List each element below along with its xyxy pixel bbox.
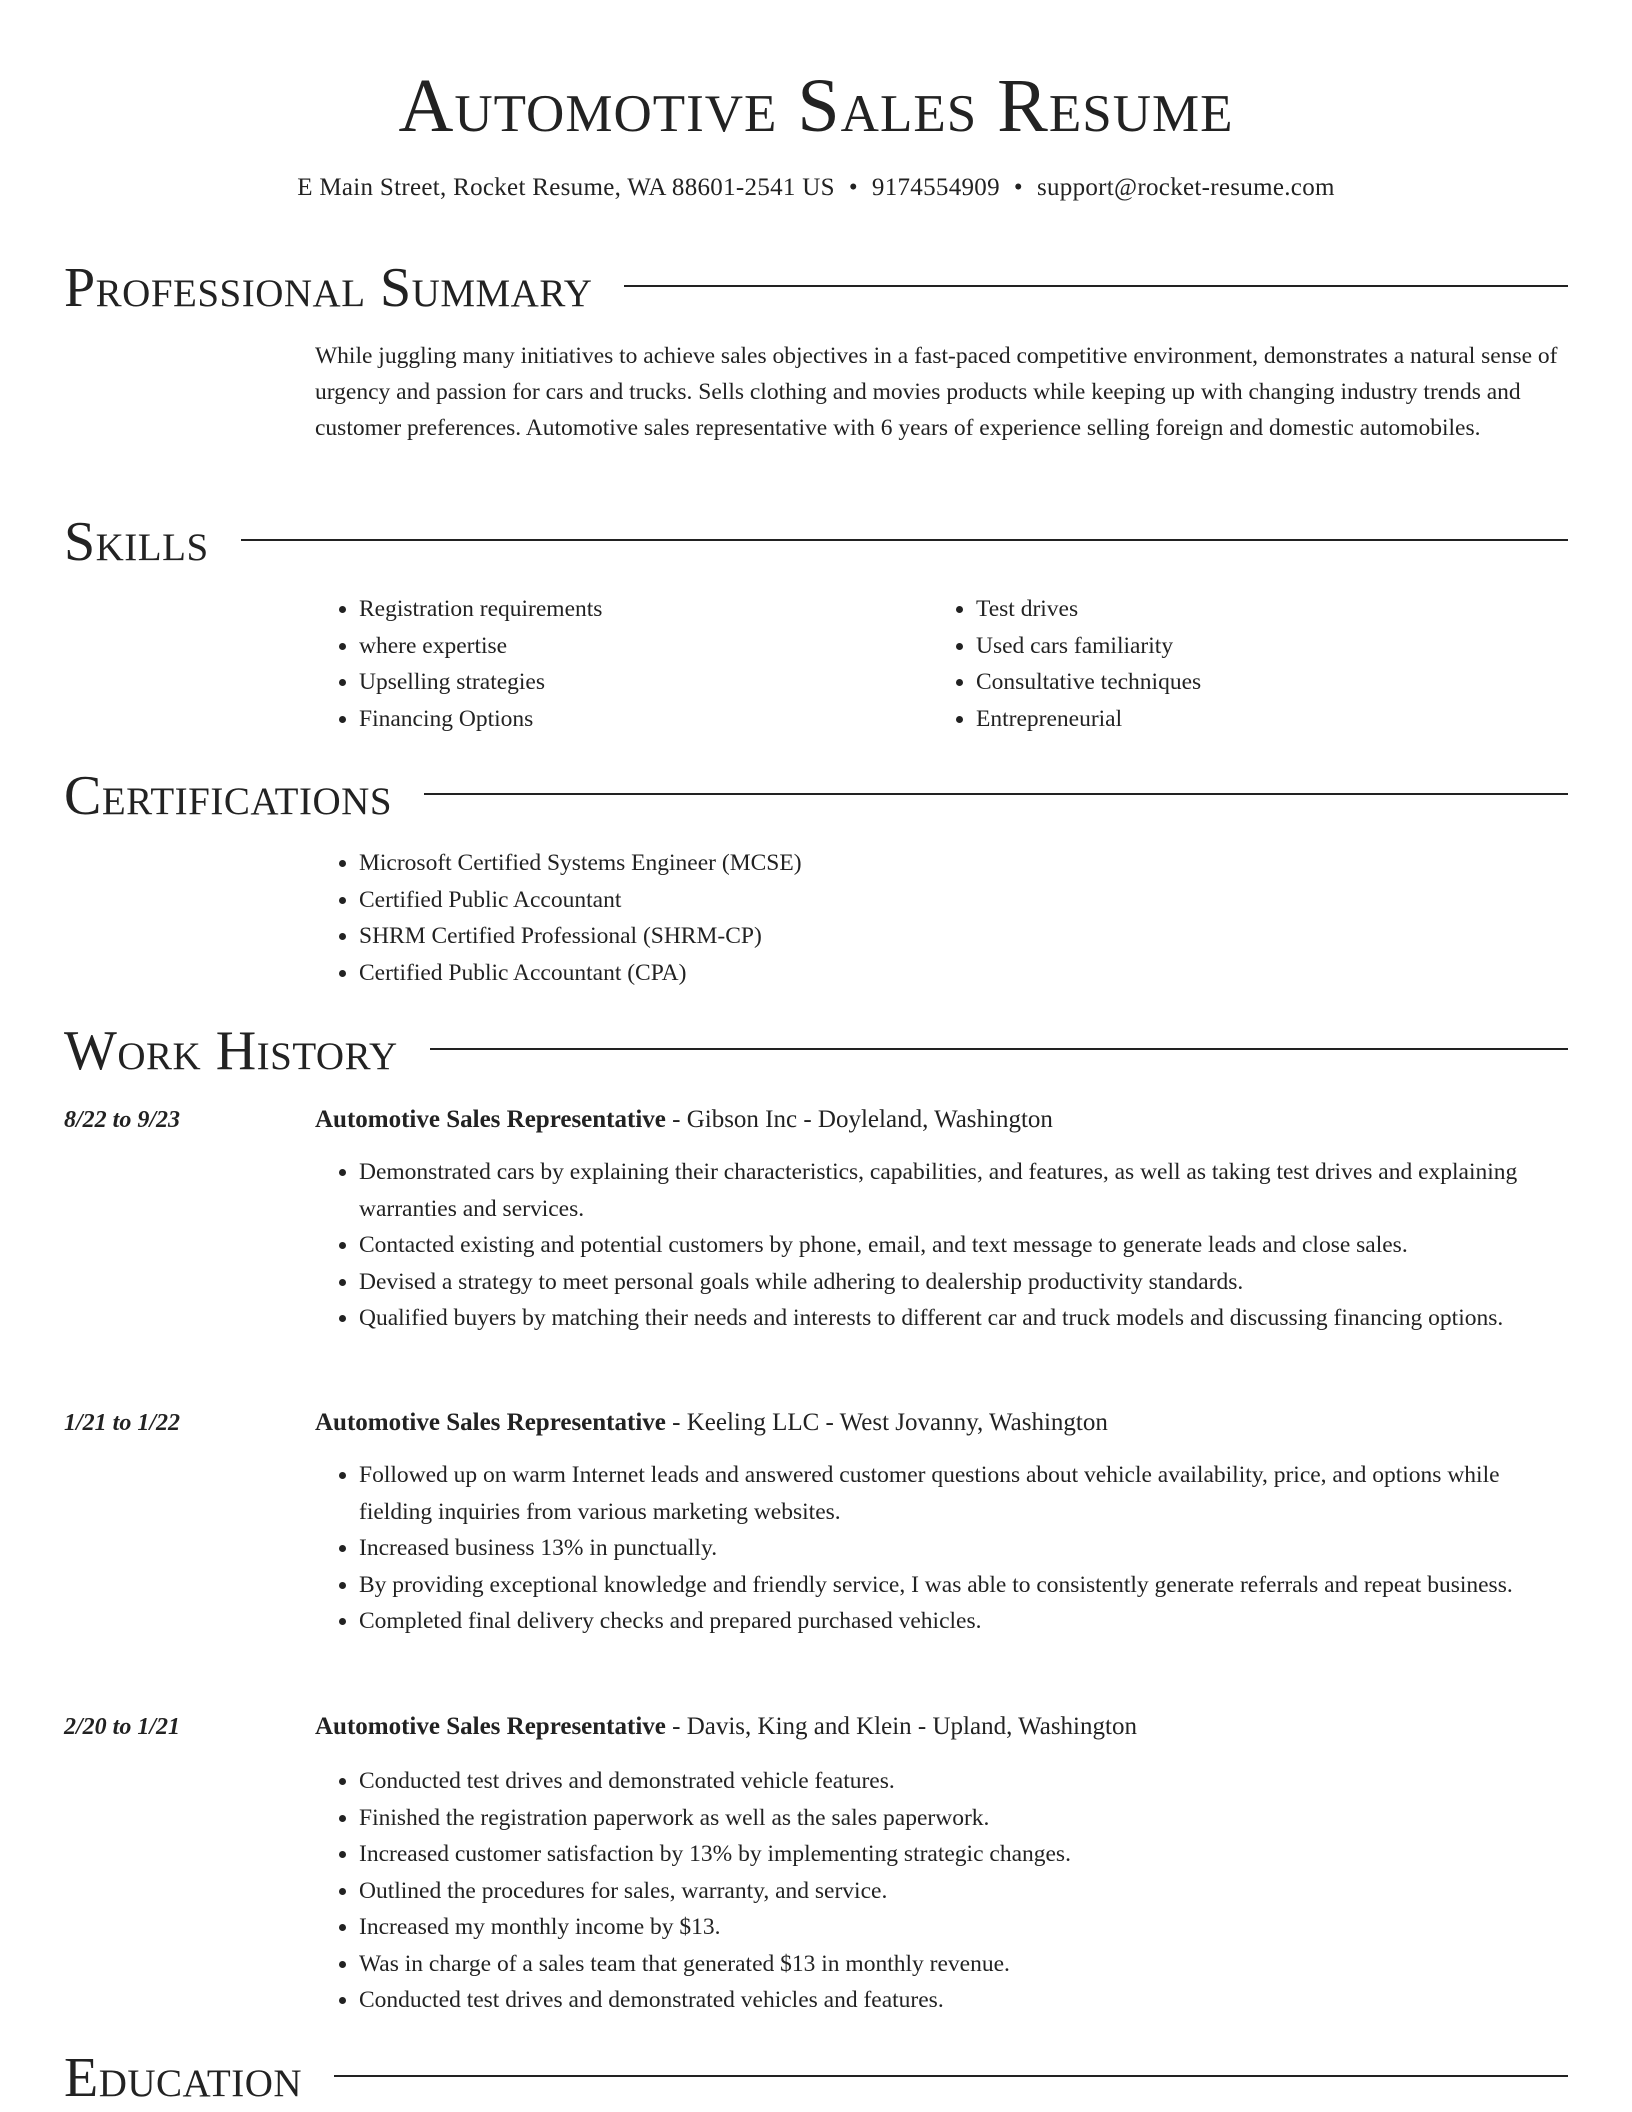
contact-address: E Main Street, Rocket Resume, WA 88601-2541 US bbox=[297, 174, 835, 201]
skill-item: • Entrepreneurial bbox=[976, 701, 1549, 738]
job-bullet-list bbox=[315, 1763, 1568, 2019]
job-bullet: • Demonstrated cars by explaining their characteristics, capabilities, and features, as well as taking test drives and explaining warranties and services. bbox=[359, 1154, 1568, 1227]
certification-item: • Certified Public Accountant (CPA) bbox=[359, 955, 1568, 992]
skill-item: • Test drives bbox=[976, 591, 1549, 628]
section-header-education bbox=[64, 2046, 1568, 2110]
job-bullet: • Followed up on warm Internet leads and answered customer questions about vehicle availability, price, and options while fielding inquiries from various marketing websites. bbox=[359, 1457, 1568, 1530]
section-header-summary bbox=[64, 256, 1568, 320]
job-company: - Gibson Inc - Doyleland, Washington bbox=[665, 1106, 1053, 1133]
contact-separator: • bbox=[848, 174, 858, 201]
skill-item: • Financing Options bbox=[359, 701, 932, 738]
section-divider bbox=[430, 1048, 1568, 1050]
job-bullets bbox=[315, 1154, 1568, 1337]
job-bullet: • Increased my monthly income by $13. bbox=[359, 1909, 1568, 1946]
job-company: - Keeling LLC - West Jovanny, Washington bbox=[665, 1409, 1108, 1436]
section-title: Work History bbox=[64, 1020, 398, 1082]
section-title: Skills bbox=[64, 511, 209, 573]
job-bullet: • Qualified buyers by matching their needs and interests to different car and truck models and discussing financing options. bbox=[359, 1300, 1568, 1337]
section-header-certifications bbox=[64, 764, 1568, 828]
certifications-block bbox=[315, 845, 1568, 991]
section-divider bbox=[334, 2075, 1568, 2077]
skill-item: • Registration requirements bbox=[359, 591, 932, 628]
skills-column-left bbox=[315, 591, 932, 737]
certifications-list bbox=[315, 845, 1568, 991]
job-bullet-list bbox=[315, 1457, 1568, 1640]
job-bullet: • Increased business 13% in punctually. bbox=[359, 1530, 1568, 1567]
skills-grid bbox=[315, 591, 1568, 737]
job-dates: 8/22 to 9/23 bbox=[64, 1107, 181, 1133]
section-header-work-history bbox=[64, 1019, 1568, 1083]
job-bullet: • Finished the registration paperwork as well as the sales paperwork. bbox=[359, 1800, 1568, 1837]
job-bullet: • Devised a strategy to meet personal goals while adhering to dealership productivity standards. bbox=[359, 1264, 1568, 1301]
section-title: Education bbox=[64, 2047, 303, 2109]
job-dates: 1/21 to 1/22 bbox=[64, 1410, 181, 1436]
section-header-skills bbox=[64, 510, 1568, 574]
job-role: Automotive Sales Representative bbox=[315, 1409, 666, 1436]
job-dates: 2/20 to 1/21 bbox=[64, 1714, 181, 1740]
section-title: Certifications bbox=[64, 765, 393, 827]
job-bullets bbox=[315, 1763, 1568, 2019]
section-divider bbox=[241, 539, 1568, 541]
skill-item: • Upselling strategies bbox=[359, 664, 932, 701]
skill-item: • where expertise bbox=[359, 628, 932, 665]
certification-item: • Microsoft Certified Systems Engineer (MCSE) bbox=[359, 845, 1568, 882]
contact-separator: • bbox=[1013, 174, 1023, 201]
resume-title: Automotive Sales Resume bbox=[398, 64, 1234, 148]
job-bullet: • Contacted existing and potential customers by phone, email, and text message to generate leads and close sales. bbox=[359, 1227, 1568, 1264]
job-heading bbox=[315, 1102, 1568, 1138]
job-bullet-list bbox=[315, 1154, 1568, 1337]
job-heading bbox=[315, 1405, 1568, 1441]
job-role: Automotive Sales Representative bbox=[315, 1713, 666, 1740]
job-bullets bbox=[315, 1457, 1568, 1640]
job-heading bbox=[315, 1709, 1568, 1745]
job-bullet: • Increased customer satisfaction by 13% by implementing strategic changes. bbox=[359, 1836, 1568, 1873]
job-company: - Davis, King and Klein - Upland, Washington bbox=[665, 1713, 1137, 1740]
section-divider bbox=[424, 793, 1568, 795]
job-bullet: • Completed final delivery checks and prepared purchased vehicles. bbox=[359, 1603, 1568, 1640]
contact-email: support@rocket-resume.com bbox=[1036, 174, 1335, 201]
section-title: Professional Summary bbox=[64, 257, 593, 319]
section-divider bbox=[624, 285, 1568, 287]
contact-line bbox=[0, 172, 1632, 204]
skill-item: • Used cars familiarity bbox=[976, 628, 1549, 665]
skills-list bbox=[932, 591, 1549, 737]
skills-list bbox=[315, 591, 932, 737]
job-bullet: • Was in charge of a sales team that generated $13 in monthly revenue. bbox=[359, 1946, 1568, 1983]
certification-item: • SHRM Certified Professional (SHRM-CP) bbox=[359, 918, 1568, 955]
skills-column-right bbox=[932, 591, 1549, 737]
job-bullet: • By providing exceptional knowledge and friendly service, I was able to consistently generate referrals and repeat business. bbox=[359, 1567, 1568, 1604]
job-role: Automotive Sales Representative bbox=[315, 1106, 666, 1133]
job-bullet: • Outlined the procedures for sales, warranty, and service. bbox=[359, 1873, 1568, 1910]
job-bullet: • Conducted test drives and demonstrated vehicles and features. bbox=[359, 1982, 1568, 2019]
certification-item: • Certified Public Accountant bbox=[359, 882, 1568, 919]
summary-text: While juggling many initiatives to achieve sales objectives in a fast-paced competitive environment, demonstrates a natural sense of urgency and passion for cars and trucks. Sells clothing and movies products while keeping up with changing industry trends and customer preferences. Automotive sales representative with 6 years of experience selling foreign and domestic automobiles. bbox=[315, 343, 1558, 441]
skill-item: • Consultative techniques bbox=[976, 664, 1549, 701]
contact-phone: 9174554909 bbox=[871, 174, 1000, 201]
job-bullet: • Conducted test drives and demonstrated vehicle features. bbox=[359, 1763, 1568, 1800]
